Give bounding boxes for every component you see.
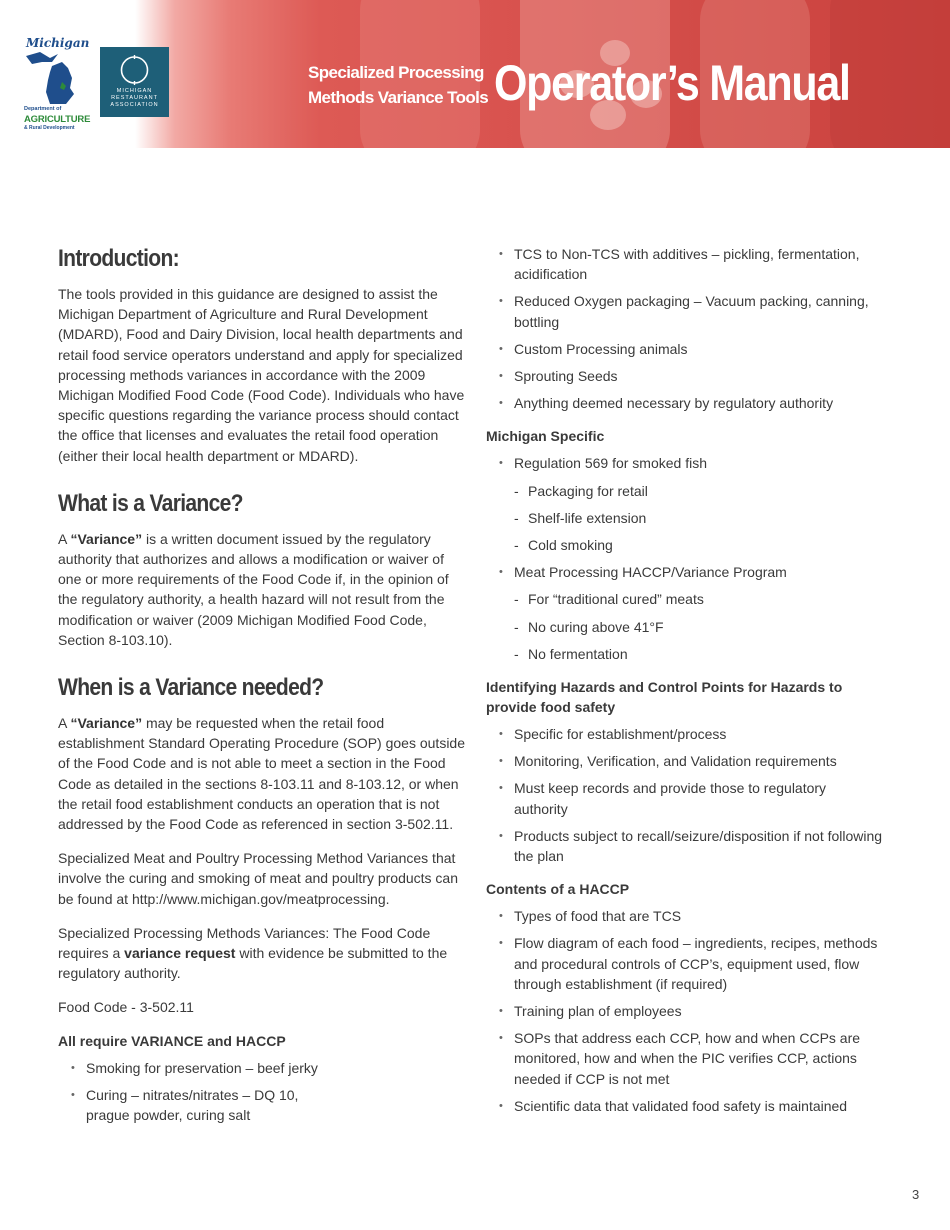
sub-list-item: - Cold smoking xyxy=(486,535,896,555)
list-item: • Smoking for preservation – beef jerky xyxy=(58,1058,470,1078)
list-item: • Anything deemed necessary by regulatory authority xyxy=(486,393,896,413)
bullet-icon: • xyxy=(499,728,503,741)
bullet-icon: • xyxy=(499,397,503,410)
bullet-icon: • xyxy=(499,295,503,308)
bullet-icon: • xyxy=(499,342,503,355)
when-heading: When is a Variance needed? xyxy=(58,674,324,702)
logo-dept-text: Department of xyxy=(24,106,62,112)
logo-agri-text: AGRICULTURE xyxy=(24,114,91,125)
reg569-sublist xyxy=(486,481,896,556)
meat-program-list xyxy=(486,562,896,582)
sub-list-item: - For “traditional cured” meats xyxy=(486,589,896,609)
michigan-specific-label: Michigan Specific xyxy=(486,428,605,445)
list-item: • Training plan of employees xyxy=(486,1001,896,1021)
page-title: Operator’s Manual xyxy=(494,55,850,111)
logo-michigan-word: Michigan xyxy=(26,36,90,50)
sub-list-item: - Shelf-life extension xyxy=(486,508,896,528)
list-item: • Flow diagram of each food – ingredients, recipes, methods and procedural controls of CCP’s, equipment used, flow through establishment (if required) xyxy=(499,935,878,992)
sub-list-item: - No curing above 41°F xyxy=(486,617,896,637)
list-item: • Custom Processing animals xyxy=(486,339,896,359)
spm-post: with evidence be submitted to the regulatory authority. xyxy=(58,945,448,982)
list-item: • SOPs that address each CCP, how and when CCPs are monitored, how and when the PIC verifies CCP, actions needed if CCP is not met xyxy=(499,1030,861,1087)
dash-icon: - xyxy=(514,645,519,662)
logo-rural-text: & Rural Development xyxy=(24,125,75,131)
list-item: • Scientific data that validated food safety is maintained xyxy=(486,1096,896,1116)
list-item: • TCS to Non-TCS with additives – pickling, fermentation, acidification xyxy=(499,246,860,283)
all-require-label: All require VARIANCE and HACCP xyxy=(58,1032,286,1049)
meat-program-sublist xyxy=(486,589,896,664)
subtitle-line-1: Specialized Processing xyxy=(308,63,484,82)
food-code-ref: Food Code - 3-502.11 xyxy=(58,999,194,1016)
hazards-list xyxy=(486,724,896,866)
intro-paragraph: The tools provided in this guidance are designed to assist the Michigan Department of Agriculture and Rural Development (MDARD), Food and Dairy Division, local health departments and retail food service operators understand and apply for specialized processing methods variances in accordance with the 2009 Michigan Modified Food Code (Food Code). Individuals who have specific questions regarding the variance process should contact the office that licenses and evaluates the retail food operation (either their local health department or MDARD). xyxy=(58,286,465,464)
dash-icon: - xyxy=(514,509,519,526)
mra-logo xyxy=(100,47,169,117)
bullet-icon: • xyxy=(499,937,503,950)
logo-mra-text: MICHIGAN RESTAURANT ASSOCIATION xyxy=(110,88,159,108)
when-post: may be requested when the retail food establishment Standard Operating Procedure (SOP) goes outside of the Food Code and is not able to meet a section in the Food Code as detailed in the sections 8-103.11 and 8-103.12, or when the retail food establishment conducts an operation that is not addressed by the Food Code as referenced in section 3-502.11. xyxy=(58,715,466,833)
when-term: “Variance” xyxy=(70,715,143,732)
sub-list-item: - No fermentation xyxy=(486,644,896,664)
bullet-icon: • xyxy=(499,1032,503,1045)
left-column xyxy=(58,243,470,1132)
contents-list xyxy=(486,906,896,1116)
meat-paragraph: Specialized Meat and Poultry Processing Method Variances that involve the curing and smoking of meat and poultry products can be found at http://www.michigan.gov/meatprocessing. xyxy=(58,850,459,907)
header-subtitle xyxy=(308,60,488,110)
list-item: • Types of food that are TCS xyxy=(486,906,896,926)
list-item: • Sprouting Seeds xyxy=(486,366,896,386)
dash-icon: - xyxy=(514,482,519,499)
list-item: • Reduced Oxygen packaging – Vacuum packing, canning, bottling xyxy=(499,293,869,330)
when-paragraph xyxy=(58,713,470,834)
subtitle-line-2: Methods Variance Tools xyxy=(308,88,489,107)
spm-pre: Specialized Processing Methods Variances: The Food Code requires a xyxy=(58,924,431,962)
when-pre: A xyxy=(58,715,71,732)
page-number: 3 xyxy=(912,1187,920,1202)
what-paragraph xyxy=(58,529,470,650)
bullet-icon: • xyxy=(499,910,503,923)
what-pre: A xyxy=(58,530,71,547)
dash-icon: - xyxy=(514,618,519,635)
mra-emblem-icon xyxy=(100,49,169,91)
list-item: • Products subject to recall/seizure/disposition if not following the plan xyxy=(499,827,883,865)
bullet-icon: • xyxy=(71,1061,75,1074)
dash-icon: - xyxy=(514,537,519,554)
bullet-icon: • xyxy=(499,566,503,579)
dash-icon: - xyxy=(514,591,519,608)
list-item: • Must keep records and provide those to regulatory authority xyxy=(499,780,827,817)
header-banner xyxy=(0,0,950,148)
bullet-icon: • xyxy=(71,1088,75,1101)
michigan-specific-list xyxy=(486,453,896,473)
mdard-logo xyxy=(20,34,91,131)
bullet-icon: • xyxy=(499,370,503,383)
top-list xyxy=(486,244,896,413)
what-heading: What is a Variance? xyxy=(58,489,243,517)
what-post: is a written document issued by the regulatory authority that authorizes and allows a modification or waiver of one or more requirements of the Food Code if, in the opinion of the regulatory authority, a health hazard will not result from the modification or waiver (2009 Michigan Modified Food Code, Section 8-103.10). xyxy=(58,530,449,648)
intro-heading: Introduction: xyxy=(58,245,179,272)
bullet-icon: • xyxy=(499,248,503,260)
list-item: • Regulation 569 for smoked fish xyxy=(486,453,896,473)
list-item: • Curing – nitrates/nitrates – DQ 10, prague powder, curing salt xyxy=(71,1086,299,1124)
michigan-map-icon xyxy=(22,48,86,106)
bullet-icon: • xyxy=(499,755,503,768)
sub-list-item: - Packaging for retail xyxy=(486,481,896,501)
spm-term: variance request xyxy=(124,945,236,962)
hazards-label: Identifying Hazards and Control Points for Hazards to provide food safety xyxy=(486,679,843,716)
list-item: • Specific for establishment/process xyxy=(486,724,896,744)
bullet-icon: • xyxy=(499,457,503,470)
bullet-icon: • xyxy=(499,782,503,795)
bullet-icon: • xyxy=(499,1005,503,1018)
right-column xyxy=(486,244,896,1123)
what-term: “Variance” xyxy=(70,530,143,547)
list-item: • Meat Processing HACCP/Variance Program xyxy=(486,562,896,582)
contents-label: Contents of a HACCP xyxy=(486,881,630,898)
bullet-icon: • xyxy=(499,1099,503,1112)
all-require-list xyxy=(58,1058,470,1126)
bullet-icon: • xyxy=(499,829,503,842)
list-item: • Monitoring, Verification, and Validation requirements xyxy=(486,751,896,771)
spm-paragraph xyxy=(58,923,470,984)
